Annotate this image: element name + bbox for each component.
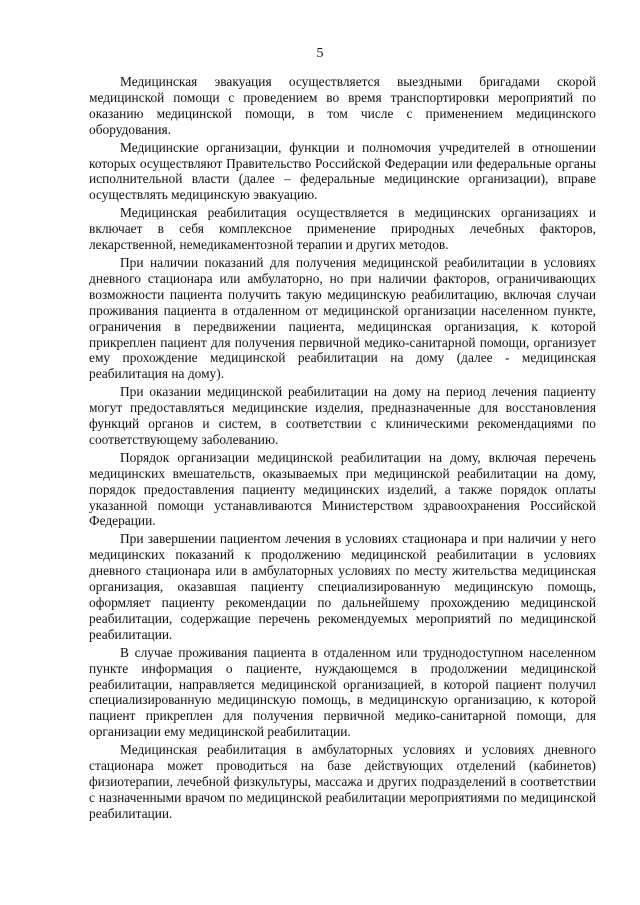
paragraph-federal-organizations: Медицинские организации, функции и полномочия учредителей в отношении которых осуществляют Правительство Российской Федерации или федеральные органы исполнительной власти (далее – федеральные медицинские организации), вправе осуществлять медицинскую эвакуацию. (89, 139, 596, 203)
paragraph-home-rehabilitation: При наличии показаний для получения медицинской реабилитации в условиях дневного стационара или амбулаторно, но при наличии факторов, ограничивающих возможности пациента получить такую медицинскую реабилитацию, включая случаи проживания пациента в отдаленном от медицинской организации населенном пункте, ограничения в передвижении пациента, медицинская организация, к которой прикреплен пациент для получения первичной медико-санитарной помощи, организует ему прохождение медицинской реабилитации на дому (далее - медицинская реабилитация на дому). (89, 254, 596, 382)
paragraph-outpatient-rehabilitation: Медицинская реабилитация в амбулаторных условиях и условиях дневного стационара может проводиться на базе действующих отделений (кабинетов) физиотерапии, лечебной физкультуры, массажа и других подразделений в соответствии с назначенными врачом по медицинской реабилитации мероприятиями по медицинской реабилитации. (89, 742, 596, 821)
page-number: 5 (316, 46, 324, 61)
paragraph-rehabilitation-definition: Медицинская реабилитация осуществляется в медицинских организациях и включает в себя комплексное применение природных лечебных факторов, лекарственной, немедикаментозной терапии и других методов. (89, 205, 596, 253)
paragraph-medical-devices: При оказании медицинской реабилитации на дому на период лечения пациенту могут предоставляться медицинские изделия, предназначенные для восстановления функций органов и систем, в соответствии с клиническими рекомендациями по соответствующему заболеванию. (89, 384, 596, 447)
paragraph-remote-settlement: В случае проживания пациента в отдаленном или труднодоступном населенном пункте информация о пациенте, нуждающемся в продолжении медицинской реабилитации, направляется медицинской организацией, в которой пациент получил специализированную медицинскую помощь, в медицинскую организацию, к которой пациент прикреплен для получения первичной медико-санитарной помощи, для организации ему медицинской реабилитации. (89, 644, 596, 740)
paragraph-medical-evacuation: Медицинская эвакуация осуществляется выездными бригадами скорой медицинской помощи с проведением во время транспортировки мероприятий по оказанию медицинской помощи, в том числе с применением медицинского оборудования. (89, 74, 596, 137)
paragraph-procedure: Порядок организации медицинской реабилитации на дому, включая перечень медицинских вмешательств, оказываемых при медицинской реабилитации на дому, порядок предоставления пациенту медицинских изделий, а также порядок оплаты указанной помощи устанавливаются Министерством здравоохранения Российской Федерации. (89, 449, 596, 529)
paragraph-discharge-recommendations: При завершении пациентом лечения в условиях стационара и при наличии у него медицинских показаний к продолжению медицинской реабилитации в условиях дневного стационара или в амбулаторных условиях по месту жительства медицинская организация, оказавшая пациенту специализированную медицинскую помощь, оформляет пациенту рекомендации по дальнейшему прохождению медицинской реабилитации, содержащие перечень рекомендуемых мероприятий по медицинской реабилитации. (89, 531, 596, 642)
document-body (89, 74, 596, 824)
